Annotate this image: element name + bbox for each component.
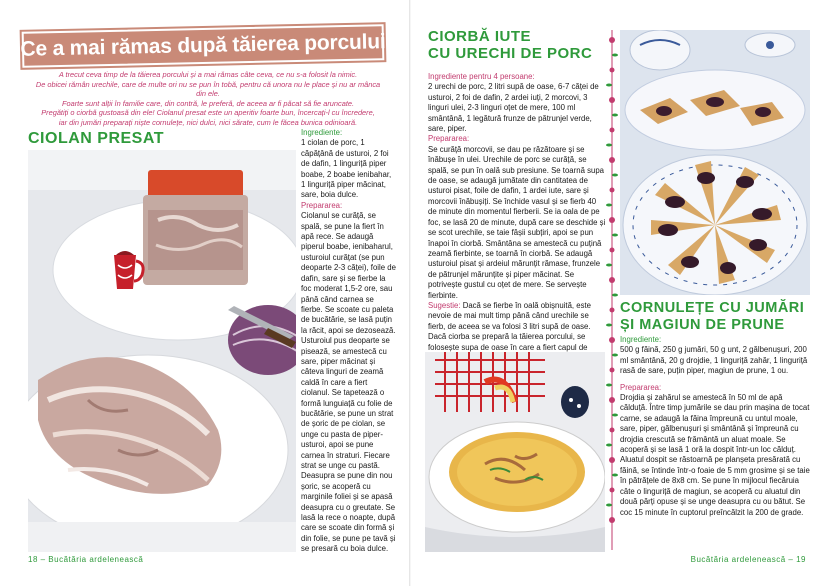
ciolan-prep-label: Prepararea: [301,200,343,210]
intro-line: De obicei rămân urechile, care de multe ori nu se pun în tobă, pentru că unora nu le place și nu ar mânca din ele. [35,79,381,99]
ciorba-ingredients-label: Ingrediente pentru 4 persoane: [428,72,535,81]
ciorba-title [428,28,608,62]
cornulete-title [620,300,810,334]
decorative-vine [606,30,618,550]
page-title: Ce a mai rămas după tăierea porcului [20,30,386,61]
cornulete-prep: Drojdia și zahărul se amestecă în 50 ml de apă călduță. Între timp jumările se dau prin mașina de tocat carne, se adaugă la făina împreună cu untul moale, sare, piper, gălbenușuri și smântână și împreună cu drojdia crescută se frământă un aluat moale. Se acoperă și se lasă 1 oră la dospit într-un loc călduț. Aluatul dospit se răstoarnă pe planșeta presărată cu făină, se întinde într-o foaie de 5 mm grosime și se taie în pătrățele de 8x8 cm. Se pune în mijlocul fiecăruia câte o linguriță de magiun, se acoperă cu aluatul din două părți opuse și se unge deasupra cu ou bătut. Se coc 15 minute în cuptorul preîncălzit la 200 de grade. [620,393,810,517]
ciorba-title-line1: CIORBĂ IUTE [428,28,531,45]
intro-line: A trecut ceva timp de la tăierea porcului și a mai rămas câte ceva, ce nu s-a folosit la nimic. [58,70,358,79]
ciolan-illustration [28,150,296,552]
ciorba-prep: Se curăță morcovii, se dau pe răzătoare și se înăbușe în ulei. Urechile de porc se curăță, se spală, se pun în oală sub presiune. Se toarnă supa de oase, se adaugă jumătate din cantitatea de usturoi pisat, foile de dafin, 1 ardei iute, sare și morcovii înăbușiți. Se închide vasul și se fierb 40 de minute din momentul fierberii. Se ia oala de pe foc, se lasă 20 de minute, după care se deschide și se scot urechile, se taie fâșii subțiri, apoi se pun înapoi în ciorbă. Smântâna se amestecă cu puțină zeamă fierbinte, se toarnă în ciorbă. Se adaugă usturoiul pisat și ardeiul mărunțit rămase, frunzele de pătrunjel mărunțite și piper măcinat. Se potrivește gustul cu oțet de mere. Se servește fierbinte. [428,144,606,300]
footer-right: Bucătăria ardelenească – 19 [690,555,806,564]
ciolan-recipe [301,128,397,555]
title-banner [22,24,385,68]
intro-line: Pregătiți o ciorbă gustoasă din ele! Ciolanul presat este un aperitiv foarte bun, încercați-l cu încredere, [41,108,375,118]
cornulete-photo [620,30,810,295]
ciorba-tip-text: Dacă se fierbe în oală obișnuită, este nevoie de mai mult timp până când urechile se fierb, de aceea se va folosi 3 litri supă de oase. Dacă ciorba se prepară la tăierea porcului, se folosește supa de oase în care a fiert capul de [428,300,591,352]
cornulete-ingredients: 500 g făină, 250 g jumări, 50 g unt, 2 gălbenușuri, 200 ml smântână, 20 g drojdie, 1 linguriță zahăr, 1 linguriță rasă de sare, puțin piper, magiun de prune, 1 ou. [620,345,808,376]
cornulete-recipe [620,335,810,518]
cornulete-ingredients-label: Ingrediente: [620,335,662,344]
intro-text [30,70,386,128]
cornulete-illustration [620,30,810,295]
cornulete-prep-label: Prepararea: [620,382,662,392]
ciolan-ingredients: 1 ciolan de porc, 1 căpățână de usturoi, 2 foi de dafin, 1 linguriță piper boabe, 2 boabe ienibahar, 1 linguriță piper măcinat, sare, boia dulce. [301,138,392,200]
ciorba-tip-label: Sugestie: [428,300,461,310]
footer-left: 18 – Bucătăria ardelenească [28,555,144,564]
ciorba-title-line2: CU URECHI DE PORC [428,45,593,62]
ciorba-prep-label: Prepararea: [428,134,470,144]
cornulete-title-line1: CORNULEȚE CU JUMĂRI [620,300,805,316]
ciolan-prep: Ciolanul se curăță, se spală, se pune la fiert în apă rece. Se adaugă piperul boabe, ienibaharul, usturoiul curățat (se pun deoparte 2-3 căței), foile de dafin, sare și se fierbe la foc moderat 1,5-2 ore, sau până când carnea se fierbe. Se scoate cu paleta de bucătărie, se lasă puțin la răcit, apoi se dezosează. Usturoiul pus deoparte se pisează, se amestecă cu sare, piper măcinat și câteva linguri de zeamă caldă în care a fiert ciolanul. Se tapetează o formă lunguiață cu folie de bucătărie, se pune un strat de șoric de pe ciolan, se unge cu pasta de piper-usturoi, apoi se pune carnea în straturi. Fiecare strat se unge cu pastă. Deasupra se pune din nou șoric, se acoperă cu marginile foliei și se apasă deasupra cu o greutate. Se lasă la rece o noapte, după care se scoate din formă și din folie, se pune pe tavă și se presară cu boia dulce. [301,211,396,554]
ciolan-title: CIOLAN PRESAT [28,130,164,147]
ciorba-ingredients: 2 urechi de porc, 2 litri supă de oase, 6-7 căței de usturoi, 2 foi de dafin, 2 ardei iuți, 2 morcovi, 3 linguri ulei, 2-3 linguri oțet de mere, 100 ml smântână, 1 legătură frunze de pătrunjel verde, sare, piper. [428,82,599,134]
intro-line: iar din jumări preparați niște cornulețe, nici dulci, nici sărate, cum le făcea bunica odinioară. [58,117,358,127]
cornulete-title-line2: ȘI MAGIUN DE PRUNE [620,317,785,333]
intro-line: Foarte sunt alții în familie care, din contră, le preferă, de aceea ar fi păcat să fie aruncate. [61,98,355,108]
ciorba-illustration [425,352,605,552]
ciolan-photo [28,150,296,552]
ciolan-ingredients-label: Ingrediente: [301,128,343,137]
page-fold [409,0,411,586]
ciorba-photo [425,352,605,552]
ciorba-recipe [428,72,606,363]
